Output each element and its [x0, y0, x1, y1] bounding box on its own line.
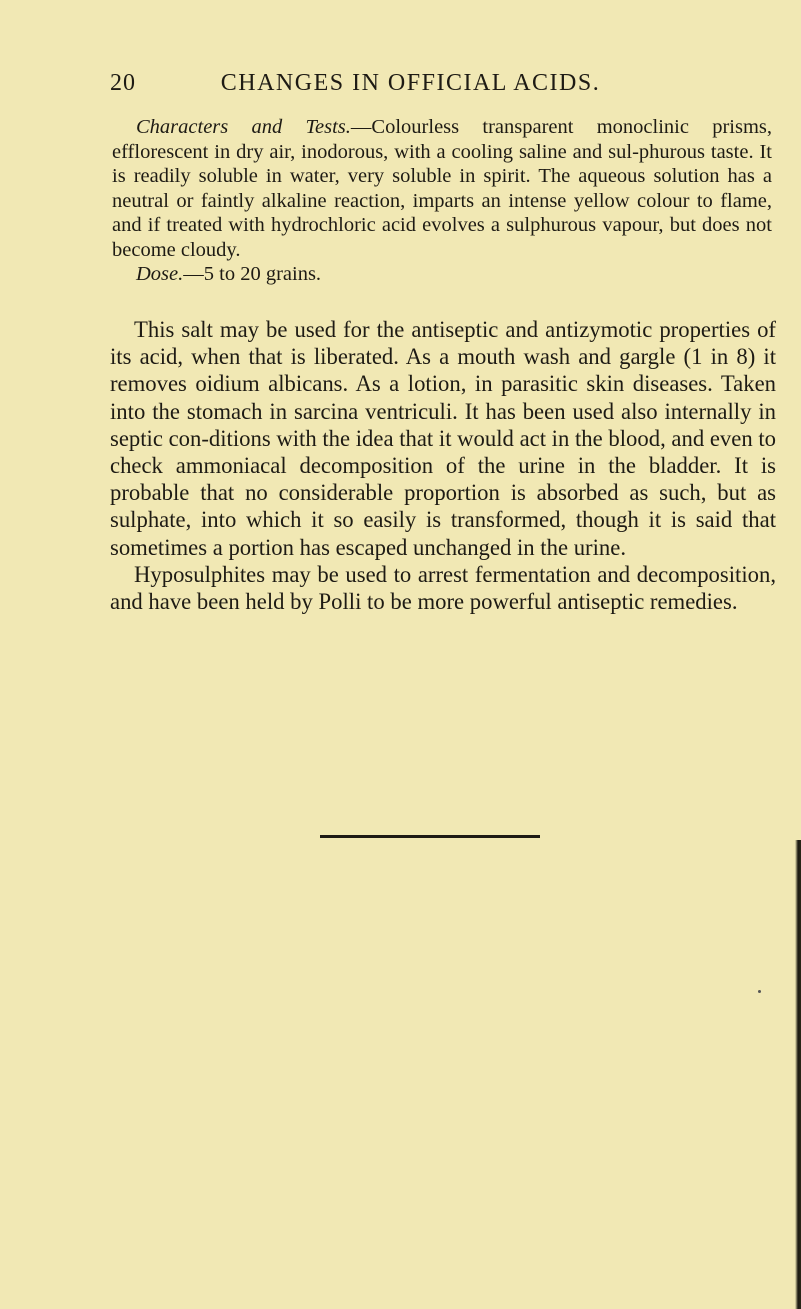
- page-edge-shadow: [795, 840, 801, 1309]
- running-title: CHANGES IN OFFICIAL ACIDS.: [220, 70, 601, 96]
- paper-speck: [758, 990, 761, 993]
- running-head: [110, 70, 711, 104]
- page-number: 20: [110, 70, 136, 96]
- dose-text: —5 to 20 grains.: [183, 263, 322, 285]
- characters-text: —Colourless transparent monoclinic prisms, efflorescent in dry air, inodorous, with a cooling saline and sul-phurous taste. It is readily soluble in water, very soluble in spirit. The aqueous solution has a neutral or faintly alkaline reaction, imparts an intense yellow colour to flame, and if treated with hydrochloric acid evolves a sulphurous vapour, but does not become cloudy.: [112, 116, 772, 261]
- characters-heading: Characters and Tests.: [136, 116, 351, 138]
- section-end-rule: [320, 835, 540, 838]
- paragraph-hyposulphites: Hyposulphites may be used to arrest fermentation and decomposition, and have been held by Polli to be more powerful antiseptic remedies.: [110, 561, 776, 615]
- dose-paragraph: [112, 262, 772, 287]
- characters-and-tests-section: [112, 115, 772, 287]
- body-text: [110, 316, 776, 615]
- characters-paragraph: [112, 115, 772, 262]
- paragraph-antiseptic-uses: This salt may be used for the antiseptic and antizymotic properties of its acid, when that is liberated. As a mouth wash and gargle (1 in 8) it removes oidium albicans. As a lotion, in parasitic skin diseases. Taken into the stomach in sarcina ventriculi. It has been used also internally in septic con-ditions with the idea that it would act in the blood, and even to check ammoniacal decomposition of the urine in the bladder. It is probable that no considerable proportion is absorbed as such, but as sulphate, into which it so easily is transformed, though it is said that sometimes a portion has escaped unchanged in the urine.: [110, 317, 776, 560]
- dose-label: Dose.: [136, 263, 184, 285]
